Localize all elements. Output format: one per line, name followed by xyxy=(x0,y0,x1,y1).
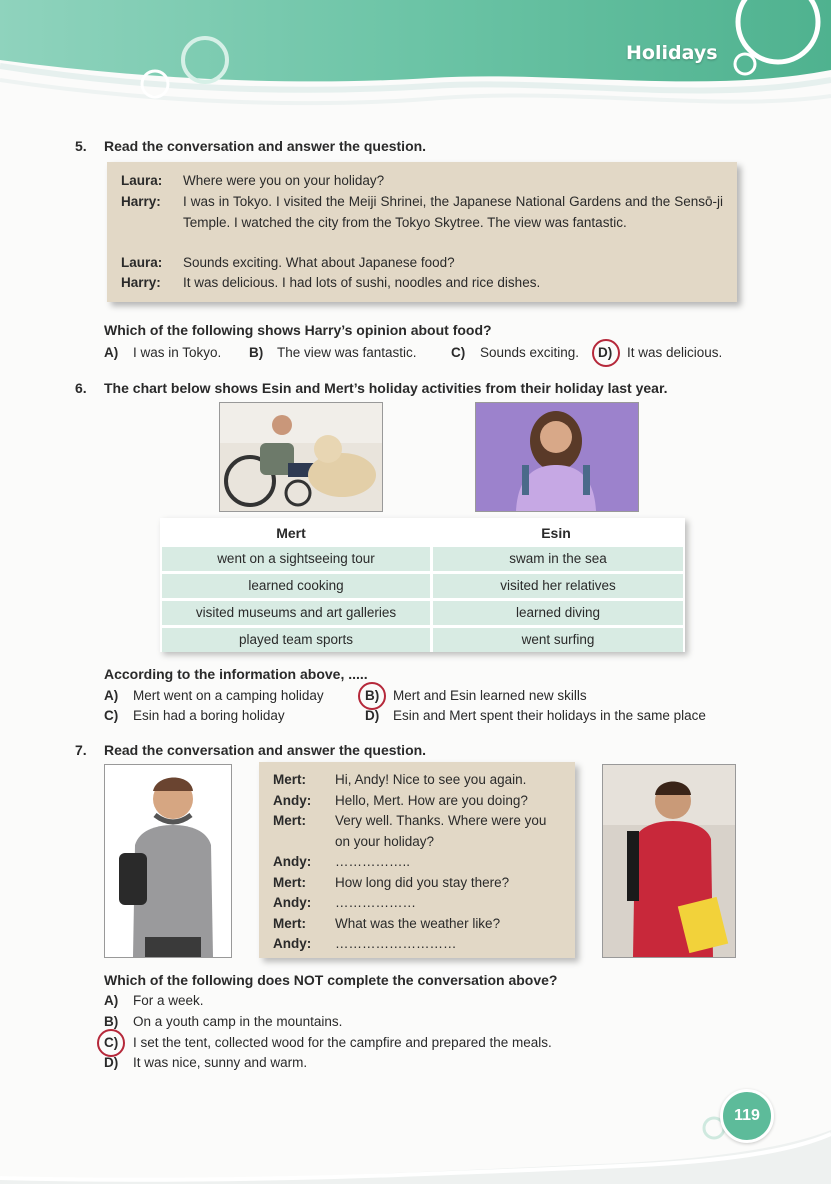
footer-wave-graphic xyxy=(0,1080,831,1184)
option-text: On a youth camp in the mountains. xyxy=(133,1014,343,1029)
utterance: ……………… xyxy=(335,895,416,910)
utterance: Sounds exciting. What about Japanese food? xyxy=(183,255,455,270)
utterance: What was the weather like? xyxy=(335,916,501,931)
speaker-label: Andy: xyxy=(273,854,312,869)
option-letter: C) xyxy=(451,345,466,360)
question-number: 6. xyxy=(75,380,87,396)
activities-table xyxy=(160,518,685,652)
option-letter: A) xyxy=(104,993,119,1008)
speaker-label: Mert: xyxy=(273,813,306,828)
speaker-label: Mert: xyxy=(273,875,306,890)
girl-illustration xyxy=(476,403,638,511)
option-text: I was in Tokyo. xyxy=(133,345,222,360)
option-letter: C) xyxy=(104,1035,119,1050)
question-prompt: Read the conversation and answer the question. xyxy=(104,138,427,154)
boy-backpack-illustration xyxy=(603,765,735,957)
option-text: Sounds exciting. xyxy=(480,345,580,360)
photo-boy-with-headphones xyxy=(104,764,232,958)
question-number: 5. xyxy=(75,138,87,154)
option-text: Esin and Mert spent their holidays in the same place xyxy=(393,708,706,723)
speaker-label: Andy: xyxy=(273,936,312,951)
option-letter: D) xyxy=(365,708,380,723)
table-cell: visited museums and art galleries xyxy=(162,601,430,625)
question-text: Which of the following shows Harry’s opinion about food? xyxy=(104,322,492,338)
option-text: Esin had a boring holiday xyxy=(133,708,285,723)
photo-boy-with-backpack xyxy=(602,764,736,958)
utterance: …………….. xyxy=(335,854,411,869)
table-cell: swam in the sea xyxy=(433,547,683,571)
speaker-label: Andy: xyxy=(273,895,312,910)
utterance: ……………………… xyxy=(335,936,457,951)
wheelchair-dog-illustration xyxy=(220,403,382,511)
option-letter: D) xyxy=(104,1055,119,1070)
option-letter: A) xyxy=(104,688,119,703)
option-text: For a week. xyxy=(133,993,204,1008)
option-text: Mert and Esin learned new skills xyxy=(393,688,587,703)
utterance: It was delicious. I had lots of sushi, noodles and rice dishes. xyxy=(183,275,541,290)
utterance: Hello, Mert. How are you doing? xyxy=(335,793,528,808)
option-letter: A) xyxy=(104,345,119,360)
table-cell: visited her relatives xyxy=(433,574,683,598)
question-number: 7. xyxy=(75,742,87,758)
boy-headphones-illustration xyxy=(105,765,231,957)
utterance: Where were you on your holiday? xyxy=(183,173,385,188)
table-header: Esin xyxy=(541,525,571,541)
utterance: on your holiday? xyxy=(335,834,435,849)
option-letter: C) xyxy=(104,708,119,723)
question-prompt: Read the conversation and answer the question. xyxy=(104,742,427,758)
speaker-label: Laura: xyxy=(121,255,163,270)
option-text: Mert went on a camping holiday xyxy=(133,688,324,703)
speaker-label: Harry: xyxy=(121,194,161,209)
speaker-label: Andy: xyxy=(273,793,312,808)
question-prompt: The chart below shows Esin and Mert’s holiday activities from their holiday last year. xyxy=(104,380,668,396)
question-text: According to the information above, ..... xyxy=(104,666,368,682)
option-letter: D) xyxy=(598,345,613,360)
speaker-label: Mert: xyxy=(273,772,306,787)
page-number: 119 xyxy=(720,1089,774,1143)
table-cell: learned cooking xyxy=(162,574,430,598)
answer-circle-mark xyxy=(358,682,386,710)
option-text: It was nice, sunny and warm. xyxy=(133,1055,308,1070)
utterance: Very well. Thanks. Where were you xyxy=(335,813,547,828)
utterance: Hi, Andy! Nice to see you again. xyxy=(335,772,527,787)
table-cell: went on a sightseeing tour xyxy=(162,547,430,571)
conversation-box xyxy=(107,162,737,302)
photo-wheelchair-boy-with-dog xyxy=(219,402,383,512)
option-letter: B) xyxy=(104,1014,119,1029)
header-wave-graphic xyxy=(0,0,831,130)
answer-circle-mark xyxy=(592,339,620,367)
option-text: I set the tent, collected wood for the campfire and prepared the meals. xyxy=(133,1035,552,1050)
table-cell: went surfing xyxy=(433,628,683,652)
page-header xyxy=(0,0,831,130)
section-title: Holidays xyxy=(626,42,718,64)
table-cell: learned diving xyxy=(433,601,683,625)
option-text: The view was fantastic. xyxy=(277,345,417,360)
table-header: Mert xyxy=(276,525,306,541)
photo-smiling-girl xyxy=(475,402,639,512)
utterance: How long did you stay there? xyxy=(335,875,510,890)
utterance: I was in Tokyo. I visited the Meiji Shrinei, the Japanese National Gardens and the Sensō-ji Temple. I watched the city from the Tokyo Skytree. The view was fantastic. xyxy=(183,194,723,230)
table-cell: played team sports xyxy=(162,628,430,652)
speaker-label: Laura: xyxy=(121,173,163,188)
option-letter: B) xyxy=(365,688,380,703)
option-letter: B) xyxy=(249,345,264,360)
conversation-box xyxy=(259,762,575,958)
speaker-label: Harry: xyxy=(121,275,161,290)
question-text: Which of the following does NOT complete the conversation above? xyxy=(104,972,558,988)
speaker-label: Mert: xyxy=(273,916,306,931)
answer-circle-mark xyxy=(97,1029,125,1057)
option-text: It was delicious. xyxy=(627,345,723,360)
